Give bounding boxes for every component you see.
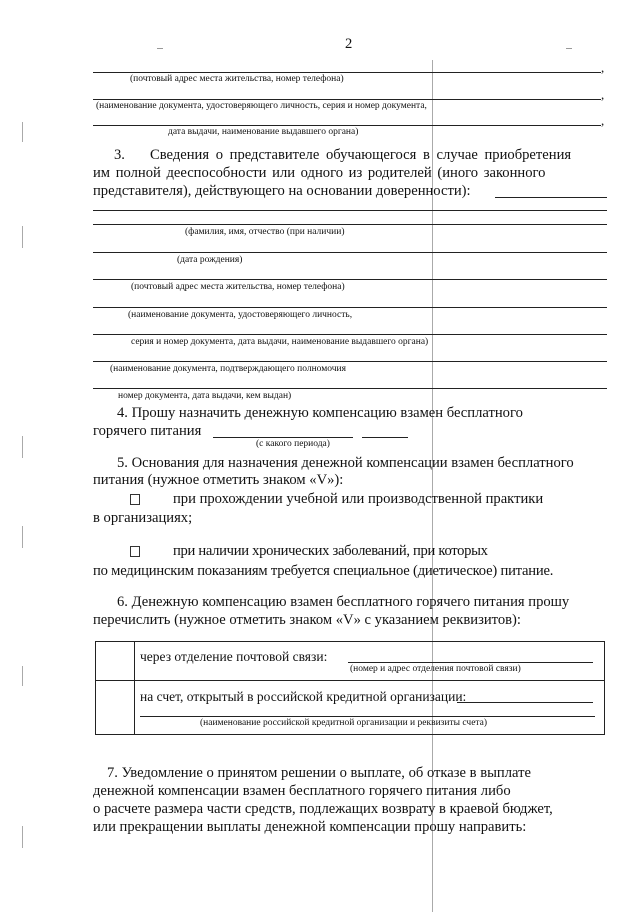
fill-line <box>93 334 607 335</box>
fill-line-bank <box>457 702 593 703</box>
comma: , <box>601 87 605 102</box>
section3-line1: Сведения о представителе обучающегося в случае приобретения <box>150 147 572 163</box>
fill-line <box>93 361 607 362</box>
scan-edge-mark <box>22 826 23 848</box>
section5-line2: питания (нужное отметить знаком «V»): <box>93 472 344 488</box>
fill-line <box>93 252 607 253</box>
row-bank-label: на счет, открытый в российской кредитной организации: <box>140 689 467 704</box>
section7-line1: 7. Уведомление о принятом решении о выплате, об отказе в выплате <box>107 765 531 781</box>
scan-dash <box>157 48 163 49</box>
table-row-divider <box>96 680 604 681</box>
checkbox-chronic-disease[interactable] <box>130 546 140 557</box>
caption-birth-date: (дата рождения) <box>177 255 243 265</box>
fill-line <box>93 125 601 126</box>
section3-line2: им полной дееспособности или одного из родителей (иного законного <box>93 165 546 181</box>
scan-edge-mark <box>22 226 23 248</box>
table-checkbox-postal[interactable] <box>96 642 134 680</box>
section7-line3: о расчете размера части средств, подлежащих возврату в краевой бюджет, <box>93 801 553 817</box>
option-practice-line2: в организациях; <box>93 510 193 526</box>
section4-line1: 4. Прошу назначить денежную компенсацию взамен бесплатного <box>117 405 523 421</box>
section3-number: 3. <box>114 147 125 163</box>
caption-id-document: (наименование документа, удостоверяющего личность, <box>128 310 353 320</box>
comma: , <box>601 60 605 75</box>
scan-edge-mark <box>22 122 23 142</box>
caption-id-document: (наименование документа, удостоверяющего личность, серия и номер документа, <box>96 101 427 111</box>
section7-line4: или прекращении выплаты денежной компенсации прошу направить: <box>93 819 527 835</box>
scan-edge-mark <box>22 436 23 458</box>
caption-postal-office: (номер и адрес отделения почтовой связи) <box>350 664 521 674</box>
caption-authority-details: номер документа, дата выдачи, кем выдан) <box>118 391 292 401</box>
table-checkbox-bank[interactable] <box>96 681 134 734</box>
caption-period: (с какого периода) <box>256 439 330 449</box>
fill-line <box>93 99 601 100</box>
section5-line1: 5. Основания для назначения денежной компенсации взамен бесплатного <box>117 455 574 471</box>
section4-line2: горячего питания <box>93 423 202 439</box>
caption-authority-document: (наименование документа, подтверждающего полномочия <box>110 364 347 374</box>
table-column-divider <box>134 642 135 734</box>
caption-bank-details: (наименование российской кредитной организации и реквизиты счета) <box>200 718 488 728</box>
option-practice-line1: при прохождении учебной или производственной практики <box>173 491 544 507</box>
fill-line-postal <box>348 662 593 663</box>
scan-edge-mark <box>22 526 23 548</box>
scan-dash <box>566 48 572 49</box>
fill-line-period-end <box>362 437 408 438</box>
option-chronic-line2: по медицинским показаниям требуется специальное (диетическое) питание. <box>93 563 554 579</box>
fill-line <box>93 388 607 389</box>
caption-postal-address: (почтовый адрес места жительства, номер телефона) <box>131 282 345 292</box>
section7-line2: денежной компенсации взамен бесплатного горячего питания либо <box>93 783 511 799</box>
comma: , <box>601 113 605 128</box>
fill-line-bank-2 <box>140 716 595 717</box>
section6-line1: 6. Денежную компенсацию взамен бесплатного горячего питания прошу <box>117 594 570 610</box>
fill-line <box>93 307 607 308</box>
caption-issue-date: дата выдачи, наименование выдавшего органа) <box>168 127 359 137</box>
scan-edge-mark <box>22 666 23 686</box>
fill-line <box>93 72 601 73</box>
fill-line <box>495 197 607 198</box>
caption-postal-address: (почтовый адрес места жительства, номер телефона) <box>130 74 344 84</box>
fill-line <box>93 210 607 211</box>
section3-line3: представителя), действующего на основании доверенности): <box>93 183 471 199</box>
section6-line2: перечислить (нужное отметить знаком «V» с указанием реквизитов): <box>93 612 521 628</box>
fill-line <box>93 224 607 225</box>
fill-line <box>93 279 607 280</box>
page-number: 2 <box>345 36 353 52</box>
fill-line-period <box>213 437 353 438</box>
option-chronic-line1: при наличии хронических заболеваний, при которых <box>173 543 488 559</box>
row-postal-label: через отделение почтовой связи: <box>140 649 328 664</box>
caption-series-issue: серия и номер документа, дата выдачи, наименование выдавшего органа) <box>131 337 429 347</box>
checkbox-practice[interactable] <box>130 494 140 505</box>
caption-full-name: (фамилия, имя, отчество (при наличии) <box>185 227 345 237</box>
